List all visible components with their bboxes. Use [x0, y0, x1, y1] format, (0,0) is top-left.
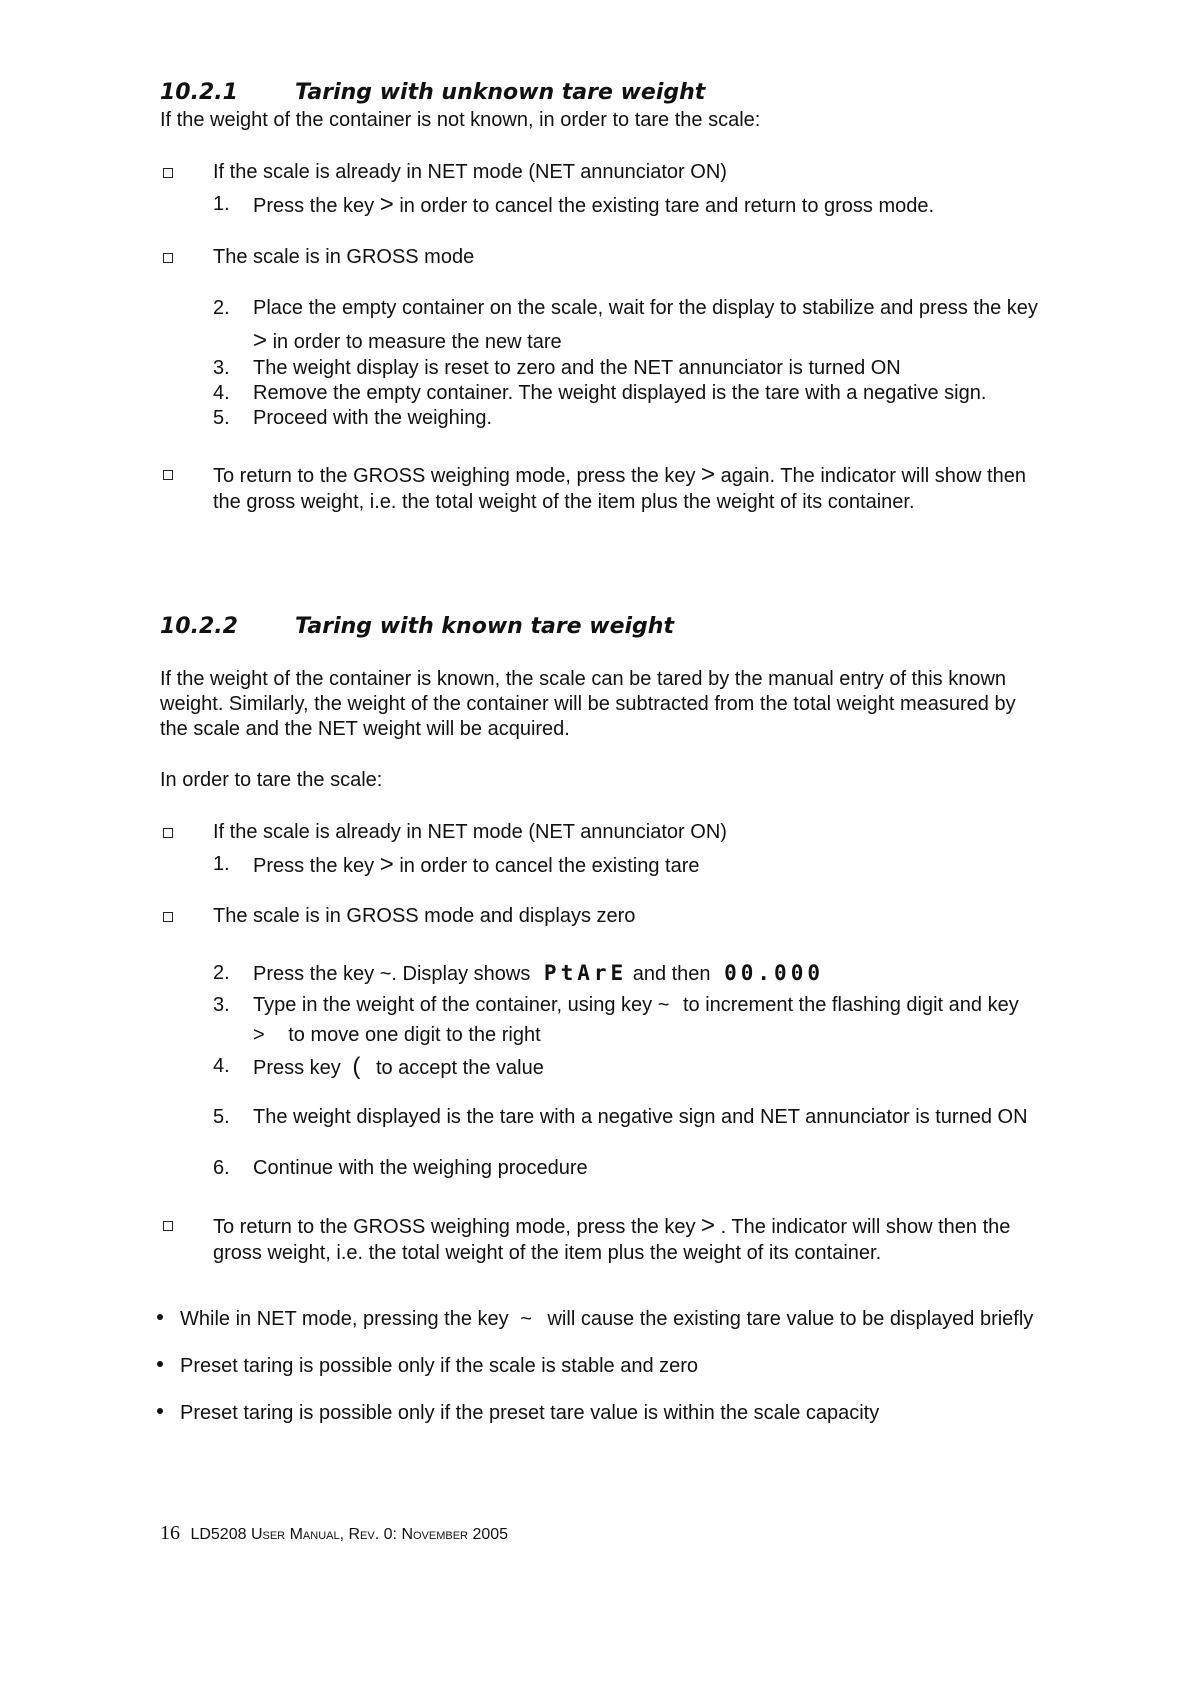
list-number: 3. [213, 357, 230, 379]
checkbox-bullet-icon [163, 253, 173, 263]
list-number: 4. [213, 382, 230, 404]
footer-year: 2005 [472, 1526, 509, 1543]
bullet-text: If the scale is already in NET mode (NET annunciator ON) [213, 821, 727, 843]
list-item [253, 961, 824, 987]
bullet-text [213, 462, 1026, 489]
gt-key-icon: > [253, 1024, 265, 1046]
item-text: again. The indicator will show then [720, 465, 1026, 487]
list-number: 1. [213, 193, 230, 215]
item-text: and then [632, 963, 711, 985]
list-item: The weight display is reset to zero and the NET annunciator is turned ON [253, 357, 901, 379]
paragraph-line: weight. Similarly, the weight of the container will be subtracted from the total weight measured by [160, 693, 1016, 715]
checkbox-bullet-icon [163, 470, 173, 480]
paragraph: If the weight of the container is not known, in order to tare the scale: [160, 109, 761, 131]
item-text: Type in the weight of the container, using key [253, 994, 653, 1016]
paragraph: In order to tare the scale: [160, 769, 383, 791]
bullet-text: If the scale is already in NET mode (NET annunciator ON) [213, 161, 727, 183]
list-number: 1. [213, 853, 230, 875]
item-text: in order to cancel the existing tare [399, 855, 700, 877]
list-item: Proceed with the weighing. [253, 407, 493, 429]
gt-key-icon: > [701, 461, 716, 488]
bullet-text: The scale is in GROSS mode [213, 246, 475, 268]
page-number: 16 [160, 1522, 180, 1544]
section-number: 10.2.1 [160, 80, 238, 105]
item-text: in order to cancel the existing tare and return to gross mode. [399, 195, 935, 217]
bullet-text-continued: gross weight, i.e. the total weight of the item plus the weight of its container. [213, 1242, 882, 1264]
item-text: to accept the value [375, 1057, 544, 1079]
bullet-dot-icon [157, 1408, 163, 1414]
list-item [253, 1054, 544, 1081]
bullet-dot-icon [157, 1314, 163, 1320]
item-text: to move one digit to the right [288, 1024, 541, 1046]
item-text: While in NET mode, pressing the key [180, 1308, 509, 1330]
gt-key-icon: > [379, 191, 394, 218]
enter-key-icon: ( [352, 1053, 361, 1080]
section-title: Taring with known tare weight [295, 614, 674, 639]
note: Preset taring is possible only if the scale is stable and zero [180, 1355, 699, 1377]
item-text: Press key [253, 1057, 341, 1079]
list-item: Place the empty container on the scale, wait for the display to stabilize and press the key [253, 297, 1038, 319]
tilde-key-icon: ~ [379, 963, 392, 985]
list-item [253, 852, 699, 879]
bullet-text-continued: the gross weight, i.e. the total weight of the item plus the weight of its container. [213, 491, 915, 513]
list-number: 3. [213, 994, 230, 1016]
bullet-text [213, 1213, 1010, 1240]
footer-manual: Manual, [289, 1526, 345, 1543]
checkbox-bullet-icon [163, 912, 173, 922]
list-item: Remove the empty container. The weight displayed is the tare with a negative sign. [253, 382, 987, 404]
list-item [253, 993, 1019, 1018]
item-text: . Display shows [391, 963, 531, 985]
list-number: 5. [213, 407, 230, 429]
item-text: Press the key [253, 195, 375, 217]
checkbox-bullet-icon [163, 828, 173, 838]
checkbox-bullet-icon [163, 1221, 173, 1231]
checkbox-bullet-icon [163, 168, 173, 178]
tilde-key-icon: ~ [657, 994, 670, 1016]
section-number: 10.2.2 [160, 614, 238, 639]
list-number: 4. [213, 1055, 230, 1077]
display-readout: PtArE [543, 961, 628, 985]
item-text: will cause the existing tare value to be displayed briefly [547, 1308, 1034, 1330]
tilde-key-icon: ~ [520, 1308, 532, 1330]
gt-key-icon: > [701, 1212, 716, 1239]
list-item-continued [253, 328, 562, 355]
note: Preset taring is possible only if the preset tare value is within the scale capacity [180, 1402, 880, 1424]
item-text: Press the key [253, 963, 375, 985]
list-number: 2. [213, 297, 230, 319]
footer-doc: LD5208 [190, 1526, 247, 1543]
gt-key-icon: > [253, 327, 268, 354]
footer-month: November [401, 1526, 469, 1543]
bullet-dot-icon [157, 1361, 163, 1367]
item-text: to increment the flashing digit and key [682, 994, 1019, 1016]
gt-key-icon: > [379, 851, 394, 878]
display-readout: 00.000 [724, 961, 824, 985]
item-text: To return to the GROSS weighing mode, press the key [213, 1216, 696, 1238]
footer-rev: Rev. [348, 1526, 380, 1543]
list-number: 2. [213, 962, 230, 984]
item-text: Press the key [253, 855, 375, 877]
paragraph-line: If the weight of the container is known, the scale can be tared by the manual entry of this known [160, 668, 1007, 690]
note [180, 1307, 1033, 1332]
list-number: 6. [213, 1157, 230, 1179]
bullet-text: The scale is in GROSS mode and displays zero [213, 905, 636, 927]
item-text: . The indicator will show then the [720, 1216, 1011, 1238]
list-item-continued [253, 1023, 541, 1048]
item-text: in order to measure the new tare [272, 331, 562, 353]
list-item: Continue with the weighing procedure [253, 1157, 588, 1179]
item-text: To return to the GROSS weighing mode, press the key [213, 465, 696, 487]
list-item [253, 192, 934, 219]
footer-user: User [250, 1526, 286, 1543]
list-item: The weight displayed is the tare with a negative sign and NET annunciator is turned ON [253, 1106, 1028, 1128]
list-number: 5. [213, 1106, 230, 1128]
section-title: Taring with unknown tare weight [295, 80, 706, 105]
paragraph-line: the scale and the NET weight will be acquired. [160, 718, 570, 740]
footer-rev-number: 0: [383, 1526, 397, 1543]
page-footer [160, 1521, 508, 1547]
